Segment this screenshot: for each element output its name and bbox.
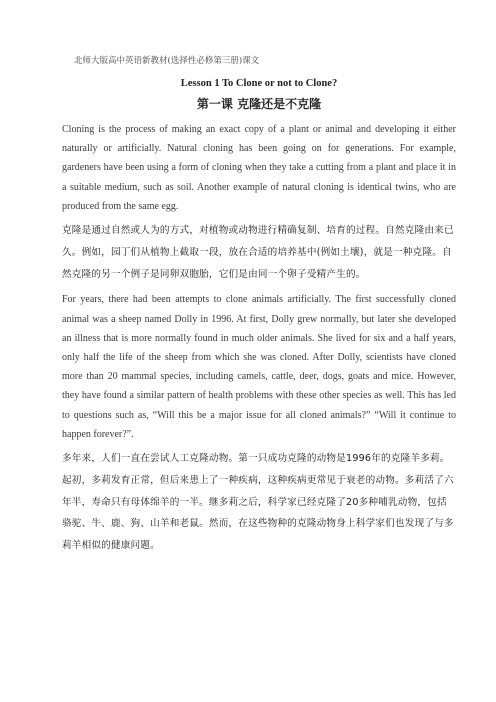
paragraph-1-chinese: 克隆是通过自然或人为的方式，对植物或动物进行精确复制、培育的过程。自然克隆由来已久。例如，园丁们从植物上截取一段，放在合适的培养基中(例如土壤)，就是一种克隆。自然克隆的另一个例子是同卵双胞胎，它们是由同一个卵子受精产生的。 — [62, 225, 454, 280]
paragraph-2-english: For years, there had been attempts to clone animals artificially. The first successfully cloned animal was a sheep named Dolly in 1996. At first, Dolly grew normally, but later she developed an illness that is more normally found in much older animals. She lived for six and a half years, only half the life of the sheep from which she was cloned. After Dolly, scientists have cloned more than 20 mammal species, including camels, cattle, deer, dogs, goats and mice. However, they have found a similar pattern of health problems with these other species as well. This has led to questions such as, “Will this be a major issue for all cloned animals?” “Will it continue to happen forever?”. — [62, 294, 456, 440]
paragraph-2-chinese: 多年来，人们一直在尝试人工克隆动物。第一只成功克隆的动物是1996年的克隆羊多莉。起初，多莉发育正常，但后来患上了一种疾病，这种疾病更常见于衰老的动物。多莉活了六年半，寿命只有母体绵羊的一半。继多莉之后，科学家已经克隆了20多种哺乳动物，包括骆驼、牛、鹿、狗、山羊和老鼠。然而，在这些物种的克隆动物身上科学家们也发现了与多莉羊相似的健康问题。 — [62, 453, 454, 552]
document-header: 北师大版高中英语新教材(选择性必修第三册)课文 — [74, 56, 260, 66]
paragraph-1-english: Cloning is the process of making an exact copy of a plant or animal and developing it either naturally or artificially. Natural cloning has been going on for generations. For example, gardeners have been using a form of cloning when they take a cutting from a plant and place it in a suitable medium, such as soil. Another example of natural cloning is identical twins, who are produced from the same egg. — [62, 124, 456, 212]
lesson-title: Lesson 1 To Clone or not to Clone? — [180, 78, 338, 89]
lesson-title-chinese: 第一课 克隆还是不克隆 — [196, 97, 322, 111]
